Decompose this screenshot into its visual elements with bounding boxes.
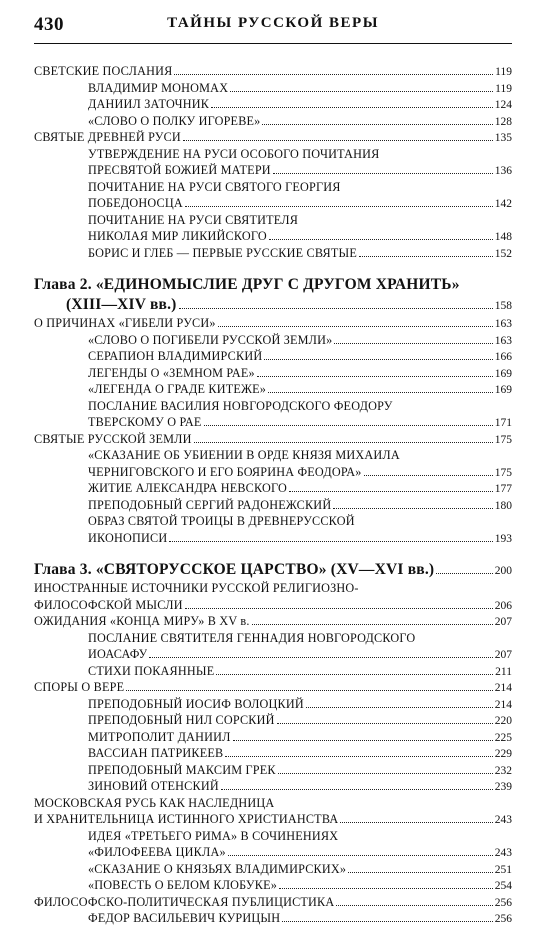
table-of-contents — [34, 63, 512, 927]
toc-entry: ИОАСАФУ 207 — [88, 647, 512, 661]
toc-entry: ИКОНОПИСИ 193 — [88, 530, 512, 545]
toc-entry: ФИЛОСОФСКО-ПОЛИТИЧЕСКАЯ ПУБЛИЦИСТИКА 256 — [34, 894, 512, 909]
toc-entry: «ПОВЕСТЬ О БЕЛОМ КЛОБУКЕ» 254 — [88, 878, 512, 892]
toc-entry: ЛЕГЕНДЫ О «ЗЕМНОМ РАЕ» 169 — [88, 365, 512, 380]
toc-entry: ПРЕПОДОБНЫЙ МАКСИМ ГРЕК 232 — [88, 762, 512, 777]
toc-entry: ОБРАЗ СВЯТОЙ ТРОИЦЫ В ДРЕВНЕРУССКОЙ — [88, 514, 355, 528]
toc-entry: БОРИС И ГЛЕБ — ПЕРВЫЕ РУССКИЕ СВЯТЫЕ 152 — [88, 245, 512, 260]
toc-entry: ПРЕСВЯТОЙ БОЖИЕЙ МАТЕРИ 136 — [88, 163, 512, 177]
toc-entry: ОЖИДАНИЯ «КОНЦА МИРУ» В XV в. 207 — [34, 614, 512, 628]
toc-entry: ПОЧИТАНИЕ НА РУСИ СВЯТОГО ГЕОРГИЯ — [88, 179, 341, 194]
toc-entry: ЖИТИЕ АЛЕКСАНДРА НЕВСКОГО 177 — [88, 481, 512, 495]
toc-entry: ПОСЛАНИЕ СВЯТИТЕЛЯ ГЕННАДИЯ НОВГОРОДСКОГО — [88, 630, 416, 645]
header-rule — [34, 43, 512, 44]
toc-entry: ИДЕЯ «ТРЕТЬЕГО РИМА» В СОЧИНЕНИЯХ — [88, 828, 339, 843]
chapter-2-heading: Глава 2. «ЕДИНОМЫСЛИЕ ДРУГ С ДРУГОМ ХРАНИТЬ» — [34, 276, 460, 293]
toc-entry: СВЕТСКИЕ ПОСЛАНИЯ 119 — [34, 64, 512, 78]
toc-entry: СЕРАПИОН ВЛАДИМИРСКИЙ 166 — [88, 349, 512, 363]
toc-entry: ТВЕРСКОМУ О РАЕ 171 — [88, 415, 512, 429]
toc-entry: ВАССИАН ПАТРИКЕЕВ 229 — [88, 746, 512, 760]
toc-entry: СПОРЫ О ВЕРЕ 214 — [34, 680, 512, 694]
toc-entry: СТИХИ ПОКАЯННЫЕ 211 — [88, 663, 512, 678]
toc-entry: ИНОСТРАННЫЕ ИСТОЧНИКИ РУССКОЙ РЕЛИГИОЗНО- — [34, 581, 359, 595]
page-header — [34, 10, 512, 46]
toc-entry: «СЛОВО О ПОГИБЕЛИ РУССКОЙ ЗЕМЛИ» 163 — [88, 332, 512, 347]
chapter-3-heading: Глава 3. «СВЯТОРУССКОЕ ЦАРСТВО» (XV—XVI вв.) 200 — [34, 561, 512, 578]
toc-entry: ВЛАДИМИР МОНОМАХ 119 — [88, 80, 512, 95]
page-number: 430 — [34, 14, 64, 35]
toc-entry: СВЯТЫЕ РУССКОЙ ЗЕМЛИ 175 — [34, 431, 512, 446]
toc-entry: МОСКОВСКАЯ РУСЬ КАК НАСЛЕДНИЦА — [34, 795, 275, 810]
toc-entry: «СЛОВО О ПОЛКУ ИГОРЕВЕ» 128 — [88, 113, 512, 128]
running-title: ТАЙНЫ РУССКОЙ ВЕРЫ — [167, 15, 379, 31]
toc-entry: ПОЧИТАНИЕ НА РУСИ СВЯТИТЕЛЯ — [88, 212, 299, 227]
toc-entry: НИКОЛАЯ МИР ЛИКИЙСКОГО 148 — [88, 229, 512, 243]
toc-entry: ПОБЕДОНОСЦА 142 — [88, 196, 512, 210]
toc-entry: ЗИНОВИЙ ОТЕНСКИЙ 239 — [88, 779, 512, 793]
toc-entry: И ХРАНИТЕЛЬНИЦА ИСТИННОГО ХРИСТИАНСТВА 243 — [34, 812, 512, 826]
toc-entry: МИТРОПОЛИТ ДАНИИЛ 225 — [88, 729, 512, 744]
toc-entry: «СКАЗАНИЕ ОБ УБИЕНИИ В ОРДЕ КНЯЗЯ МИХАИЛА — [88, 448, 400, 462]
toc-entry: ФЕДОР ВАСИЛЬЕВИЧ КУРИЦЫН 256 — [88, 911, 512, 925]
toc-entry: «СКАЗАНИЕ О КНЯЗЬЯХ ВЛАДИМИРСКИХ» 251 — [88, 861, 512, 876]
chapter-2-heading-dates: (XIII—XIV вв.) 158 — [66, 296, 512, 313]
toc-entry: «ФИЛОФЕЕВА ЦИКЛА» 243 — [88, 845, 512, 859]
toc-entry: «ЛЕГЕНДА О ГРАДЕ КИТЕЖЕ» 169 — [88, 382, 512, 396]
toc-entry: ФИЛОСОФСКОЙ МЫСЛИ 206 — [34, 597, 512, 612]
toc-entry: ПРЕПОДОБНЫЙ ИОСИФ ВОЛОЦКИЙ 214 — [88, 696, 512, 711]
toc-entry: ПРЕПОДОБНЫЙ СЕРГИЙ РАДОНЕЖСКИЙ 180 — [88, 497, 512, 512]
toc-entry: ПРЕПОДОБНЫЙ НИЛ СОРСКИЙ 220 — [88, 713, 512, 727]
toc-entry: ЧЕРНИГОВСКОГО И ЕГО БОЯРИНА ФЕОДОРА» 175 — [88, 464, 512, 479]
toc-entry: ПОСЛАНИЕ ВАСИЛИЯ НОВГОРОДСКОГО ФЕОДОРУ — [88, 398, 393, 413]
toc-entry: УТВЕРЖДЕНИЕ НА РУСИ ОСОБОГО ПОЧИТАНИЯ — [88, 146, 380, 161]
toc-entry: О ПРИЧИНАХ «ГИБЕЛИ РУСИ» 163 — [34, 316, 512, 330]
toc-entry: СВЯТЫЕ ДРЕВНЕЙ РУСИ 135 — [34, 130, 512, 144]
toc-entry: ДАНИИЛ ЗАТОЧНИК 124 — [88, 97, 512, 111]
